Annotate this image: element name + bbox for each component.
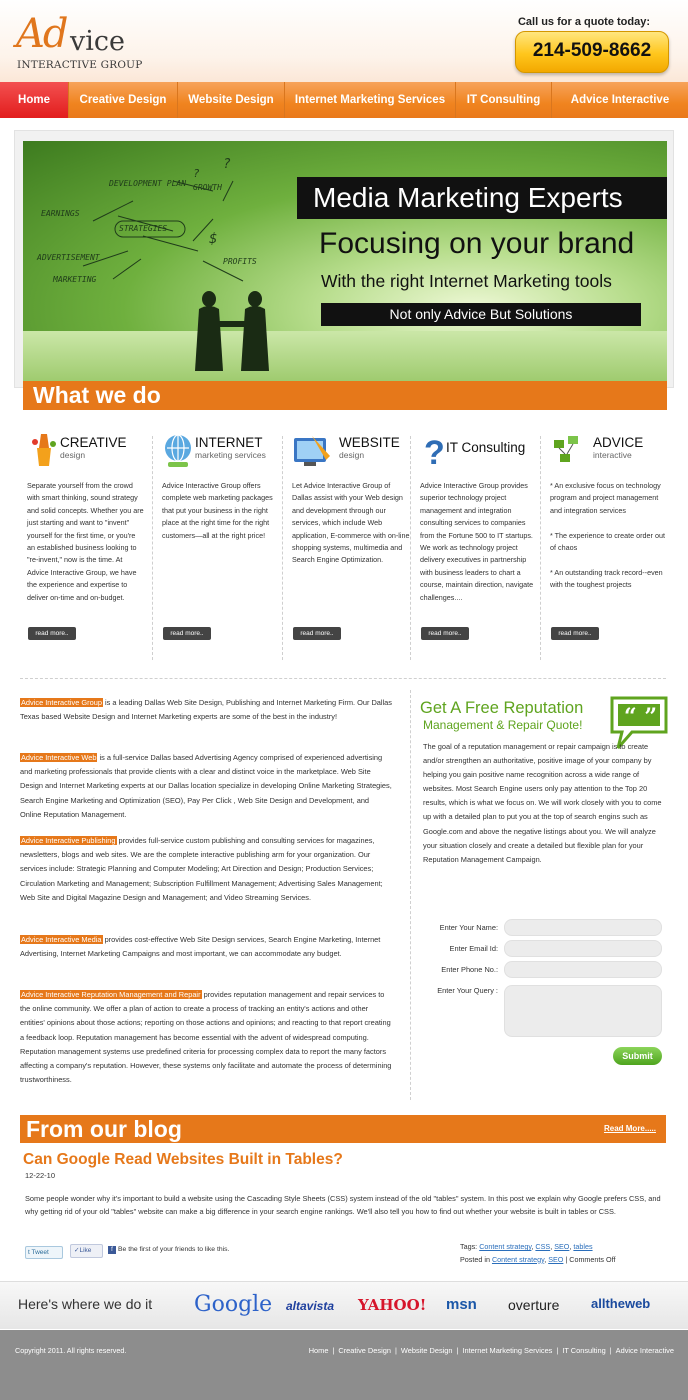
nav-item-advice-interactive[interactable]: Advice Interactive <box>570 94 670 106</box>
what-we-do-title: What we do <box>33 382 161 408</box>
divider <box>282 436 283 660</box>
paint-brush-icon <box>27 432 59 470</box>
header <box>0 0 688 82</box>
post-title[interactable]: Can Google Read Websites Built in Tables? <box>23 1151 343 1168</box>
service-subtitle: interactive <box>593 450 632 460</box>
comments-status: Comments Off <box>569 1254 616 1264</box>
sketch-dollar: $ <box>209 231 218 247</box>
about-text: provides cost-effective Web Site Design services, Search Engine Marketing, Internet Advertising, Internet Marketing Campaigns and most important, we can accommodate any budget. <box>20 935 381 959</box>
search-engines-bar <box>0 1281 688 1329</box>
sketch-profits: PROFITS <box>223 257 257 266</box>
read-more-button[interactable]: read more.. <box>551 627 599 640</box>
about-highlight[interactable]: Advice Interactive Group <box>21 698 102 707</box>
reputation-title: Get A Free Reputation <box>420 699 584 717</box>
svg-text:?: ? <box>424 434 445 470</box>
service-subtitle: design <box>339 450 365 460</box>
about-text: provides reputation management and repair services to the online community. We offer a plan of action to create a process of tracking an entity's actions and other entities' opinions about those actions; reporting on those actions and opinions; and reacting to that report creating a feedback loop. Reputation management has become essential with the advent of widespread computing. Reputation management systems use predefined criteria for processing complex data to report the many factors affecting a company's reputation. However, these systems only facilitate and automate the process of determining trustworthiness. <box>20 990 392 1085</box>
logo-ad: Ad <box>16 11 67 57</box>
service-text: Separate yourself from the crowd with smart thinking, sound strategy and solid concepts. Whether you are just starting and want to "invent" yourself for the first time, or you're an established business looking to "re-invent," now is the time. At Advice Interactive Group, we have the experience and expertise to deliver on-time and on-budget. <box>27 481 144 602</box>
footer-links <box>309 1346 674 1355</box>
about-paragraph <box>20 751 392 822</box>
copyright: Copyright 2011. All rights reserved. <box>15 1346 127 1355</box>
facebook-text: Be the first of your friends to like this. <box>118 1246 230 1253</box>
sketch-development-plan: DEVELOPMENT PLAN <box>109 179 187 188</box>
post-body: Some people wonder why it's important to build a website using the Cascading Style Sheets (CSS) system instead of the old "tables" system. In this post we explain why Google prefers CSS, and why getting rid of your old "tables" website can make a big difference in your search engine rankings. We'll also tell you how to find out whether your website is built in tables or CSS. <box>25 1194 661 1216</box>
read-more-button[interactable]: read more.. <box>163 627 211 640</box>
banner-headline-3: With the right Internet Marketing tools <box>321 271 612 291</box>
footer <box>0 1330 688 1400</box>
facebook-social-text <box>108 1246 229 1254</box>
like-label: Like <box>79 1247 92 1254</box>
service-text: * An exclusive focus on technology program and project management and integration services * The experience to create order out of chaos * An outstanding track record--even with the toughest projects <box>550 481 665 590</box>
service-internet <box>160 428 285 660</box>
about-highlight[interactable]: Advice Interactive Publishing <box>21 836 116 845</box>
tags-label: Tags: <box>460 1242 478 1251</box>
query-label: Enter Your Query : <box>437 986 498 995</box>
category-link[interactable]: Content strategy <box>491 1254 545 1264</box>
banner-headline-4: Not only Advice But Solutions <box>321 303 641 326</box>
service-subtitle: design <box>60 450 86 460</box>
facebook-icon: f <box>108 1246 116 1254</box>
service-text: Advice Interactive Group offers complete web marketing packages that put your business in the right place at the right time for the right customers—all at the right price! <box>162 481 273 540</box>
sketch-question-2: ? <box>193 167 200 180</box>
nav-item-it-consulting[interactable]: IT Consulting <box>456 82 552 118</box>
footer-link-advice-interactive[interactable]: Advice Interactive <box>615 1346 674 1355</box>
main-nav <box>0 82 688 118</box>
post-date: 12-22-10 <box>25 1171 56 1180</box>
nav-item-creative-design[interactable]: Creative Design <box>69 82 178 118</box>
read-more-button[interactable]: read more.. <box>421 627 469 640</box>
service-text: Let Advice Interactive Group of Dallas assist with your Web design and development through our services, which include Web application, E-commerce with on-line shopping systems, multimedia and Search Engine Optimization. <box>292 481 410 565</box>
posted-label: Posted in <box>460 1254 490 1264</box>
nav-item-website-design[interactable]: Website Design <box>178 82 285 118</box>
reputation-text: The goal of a reputation management or repair campaign is to create and/or strengthen an authoritative, positive image of your company by helping you gain positive name recognition across a wide range of websites. Most Search Engine users only pay attention to the Top 20 results, which is what we focus on. We will work closely with you to come up with a detailed plan to put you at the top of search engins such as Google.com and above the negative listings about you. We will analyze your situation closely and create a detailed but flexible plan for your Reputation Management Campaign. <box>423 742 662 864</box>
footer-link-internet-marketing[interactable]: Internet Marketing Services <box>462 1346 553 1355</box>
read-more-button[interactable]: read more.. <box>28 627 76 640</box>
network-icon <box>550 432 582 470</box>
separator: | <box>609 1346 612 1355</box>
blog-title: From our blog <box>26 1116 182 1142</box>
msn-logo[interactable]: msn <box>446 1296 477 1313</box>
section-divider <box>20 678 666 679</box>
category-link[interactable]: SEO <box>548 1254 564 1264</box>
sketch-growth: GROWTH <box>193 183 222 192</box>
tag-link[interactable]: CSS <box>535 1242 551 1251</box>
logo-subtitle: INTERACTIVE GROUP <box>17 59 143 71</box>
nav-item-home[interactable]: Home <box>0 82 69 118</box>
query-textarea[interactable] <box>504 985 662 1037</box>
sketch-earnings: EARNINGS <box>41 209 80 218</box>
overture-logo[interactable]: overture <box>508 1297 560 1313</box>
separator: | <box>332 1346 335 1355</box>
google-logo[interactable]: Google <box>194 1292 273 1317</box>
tweet-label: Tweet <box>31 1249 49 1256</box>
separator: | <box>556 1346 559 1355</box>
banner-headline-2: Focusing on your brand <box>319 227 635 260</box>
logo[interactable] <box>16 11 146 74</box>
engines-label: Here's where we do it <box>18 1296 153 1312</box>
email-input[interactable] <box>504 940 662 957</box>
divider <box>540 436 541 660</box>
about-paragraph <box>20 933 392 961</box>
service-title: IT Consulting <box>446 440 526 455</box>
sketch-marketing: MARKETING <box>53 275 97 284</box>
yahoo-logo[interactable]: YAHOO! <box>358 1296 427 1314</box>
tag-link[interactable]: Content strategy <box>479 1242 532 1251</box>
post-tags: Tags: Content strategy, CSS, SEO, tables Posted in Content strategy, SEO | Comments Off <box>460 1242 616 1264</box>
service-title: CREATIVE <box>60 435 127 450</box>
service-title: INTERNET <box>195 435 263 450</box>
about-paragraph <box>20 696 392 724</box>
footer-link-home[interactable]: Home <box>308 1346 329 1355</box>
footer-link-creative-design[interactable]: Creative Design <box>338 1346 391 1355</box>
column-divider <box>410 690 411 1100</box>
tag-link[interactable]: tables <box>573 1242 593 1251</box>
read-more-button[interactable]: read more.. <box>293 627 341 640</box>
sketch-question-1: ? <box>223 157 231 172</box>
globe-icon <box>162 432 194 470</box>
sketch-advertisement: ADVERTISEMENT <box>37 253 100 262</box>
phone-label: Enter Phone No.: <box>441 965 498 974</box>
service-creative <box>25 428 150 660</box>
service-subtitle: marketing services <box>195 450 266 460</box>
separator: | <box>394 1346 397 1355</box>
service-text: Advice Interactive Group provides superior technology project management and integration consulting services to companies from the Fortune 500 to IT startups. We work as technology project delivery executives in partnership with business leaders to chart a course, maintain direction, navigate challenges.... <box>420 481 534 602</box>
divider <box>410 436 411 660</box>
about-highlight[interactable]: Advice Interactive Web <box>21 753 97 762</box>
altavista-logo[interactable]: altavista <box>286 1299 335 1313</box>
svg-text:“ ”: “ ” <box>624 704 657 730</box>
phone-input[interactable] <box>504 961 662 978</box>
about-text: is a full-service Dallas based Advertising Agency comprised of experienced advertising and marketing professionals that provide clients with a clear and distinct voice in the marketplace. Web Site Design and Internet Marketing experts at our Dallas location specialize in developing Online Marketing Strategies, Search Engine Marketing and Optimization (SEO), Pay Per Click , Web Site Design and Development, and Online Reputation Management. <box>20 753 392 819</box>
about-paragraph <box>20 834 392 905</box>
thumbs-up-icon: ✓ <box>74 1247 80 1254</box>
footer-link-website-design[interactable]: Website Design <box>400 1346 453 1355</box>
name-label: Enter Your Name: <box>439 923 498 932</box>
divider <box>152 436 153 660</box>
service-title: WEBSITE <box>339 435 400 450</box>
about-highlight[interactable]: Advice Interactive Media <box>21 935 102 944</box>
service-it-consulting <box>418 428 543 660</box>
banner-headline-1: Media Marketing Experts <box>297 177 667 219</box>
twitter-icon: t <box>28 1249 32 1256</box>
phone-number-button[interactable]: 214-509-8662 <box>515 31 669 73</box>
footer-link-it-consulting[interactable]: IT Consulting <box>562 1346 606 1355</box>
reputation-subtitle: Management & Repair Quote! <box>423 718 583 732</box>
nav-item-internet-marketing[interactable]: Internet Marketing Services <box>285 82 456 118</box>
separator: | <box>456 1346 459 1355</box>
tweet-button[interactable] <box>25 1246 63 1259</box>
like-button[interactable] <box>70 1244 103 1258</box>
monitor-icon <box>292 432 332 470</box>
logo-vice: vice <box>70 26 125 57</box>
service-title: ADVICE <box>593 435 644 450</box>
email-label: Enter Email Id: <box>449 944 498 953</box>
hero-banner[interactable] <box>23 141 667 381</box>
blog-bar <box>20 1115 666 1143</box>
alltheweb-logo[interactable]: alltheweb <box>591 1296 651 1311</box>
tag-link[interactable]: SEO <box>554 1242 570 1251</box>
service-advice <box>548 428 673 660</box>
service-website <box>290 428 415 660</box>
name-input[interactable] <box>504 919 662 936</box>
about-paragraph <box>20 988 392 1087</box>
blog-read-more-link[interactable]: Read More..... <box>603 1124 656 1133</box>
call-label: Call us for a quote today: <box>517 16 650 28</box>
what-we-do-bar <box>23 381 667 410</box>
sketch-strategies: STRATEGIES <box>119 224 168 233</box>
submit-button[interactable]: Submit <box>613 1047 662 1065</box>
about-text: provides full-service custom publishing and consulting services for magazines, newsletters, blogs and web sites. We are the complete interactive publishing arm for your organization. Our services include: Strategic Planning and Computer Modeling; Art Direction and Design; Production Services; Circulation Marketing and Management; Subscription Fulfillment Management; Advertising Sales Management; Web Site and Digital Magazine Design and Management; and Video Streaming Services. <box>20 836 383 902</box>
about-highlight[interactable]: Advice Interactive Reputation Management and Repair <box>21 990 201 999</box>
about-text: is a leading Dallas Web Site Design, Publishing and Internet Marketing Firm. Our Dallas Texas based Website Design and Internet Marketing experts are some of the best in the industry! <box>20 698 392 722</box>
